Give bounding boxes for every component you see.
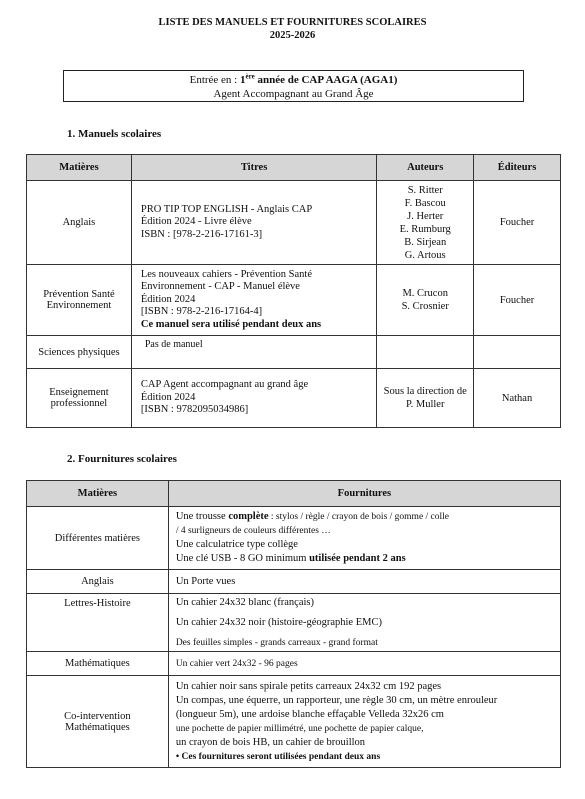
editeur-cell xyxy=(474,336,561,369)
titre-line: Édition 2024 xyxy=(140,391,196,403)
titres-cell xyxy=(131,369,376,428)
fournitures-cell xyxy=(168,594,560,652)
header-auteurs: Auteurs xyxy=(377,155,474,181)
table-row xyxy=(27,594,561,652)
matiere-line: Prévention Santé xyxy=(43,289,115,300)
auteur-line: S. Crosnier xyxy=(401,301,449,312)
fourniture-line: Un cahier noir sans spirale petits carreaux 24x32 cm 192 pages xyxy=(175,680,442,692)
matiere-cell xyxy=(27,676,169,768)
auteurs-cell xyxy=(377,181,474,265)
fournitures-cell xyxy=(168,652,560,676)
titres-cell xyxy=(131,181,376,265)
matiere-cell: Sciences physiques xyxy=(27,336,132,369)
auteur-line: F. Bascou xyxy=(404,197,446,209)
titre-line: Pas de manuel xyxy=(144,339,203,350)
fournitures-cell xyxy=(168,676,560,768)
fourniture-line: Un Porte vues xyxy=(175,575,236,587)
table-row xyxy=(27,369,561,428)
auteur-line: J. Herter xyxy=(407,210,444,222)
matiere-line: Mathématiques xyxy=(65,721,130,733)
fourniture-line: Un compas, une équerre, un rapporteur, une règle 30 cm, un mètre enrouleur xyxy=(175,694,498,706)
fourniture-note: • Ces fournitures seront utilisées pendant deux ans xyxy=(175,751,381,762)
fourniture-line: / 4 surligneurs de couleurs différentes … xyxy=(175,526,331,536)
auteur-line: Sous la direction de xyxy=(383,386,467,397)
header-fournitures: Fournitures xyxy=(168,481,560,507)
fourniture-line: (longueur 5m), une ardoise blanche effaçable Velleda 32x26 cm xyxy=(175,708,444,720)
auteur-line: M. Crucon xyxy=(402,288,448,299)
auteur-line: P. Muller xyxy=(405,399,445,410)
fournitures-cell xyxy=(168,570,560,594)
header-titres: Titres xyxy=(131,155,376,181)
titre-line: [ISBN : 978-2-216-17164-4] xyxy=(140,306,263,318)
table-row xyxy=(27,507,561,570)
matiere-line: Enseignement xyxy=(49,387,109,398)
fournitures-table xyxy=(26,480,561,768)
titres-cell xyxy=(131,336,376,369)
auteur-line: B. Sirjean xyxy=(404,236,447,248)
titres-cell xyxy=(131,265,376,336)
entry-box xyxy=(63,70,524,102)
auteur-line: E. Rumburg xyxy=(399,223,451,235)
fourniture-line: Un cahier 24x32 noir (histoire-géographie EMC) xyxy=(175,616,382,628)
titre-line: ISBN : [978-2-216-17161-3] xyxy=(140,228,263,240)
table-row xyxy=(27,265,561,336)
fourniture-bold: complète xyxy=(228,511,269,522)
auteurs-cell xyxy=(377,369,474,428)
titre-line: [ISBN : 9782095034986] xyxy=(140,404,249,416)
auteur-line: S. Ritter xyxy=(407,184,443,196)
school-year: 2025-2026 xyxy=(269,30,316,41)
matiere-cell xyxy=(27,369,132,428)
titre-line: Édition 2024 - Livre élève xyxy=(140,216,252,228)
header-editeurs: Éditeurs xyxy=(474,155,561,181)
matiere-cell: Différentes matières xyxy=(27,507,169,570)
auteurs-cell xyxy=(377,265,474,336)
fournitures-cell xyxy=(168,507,560,570)
matiere-line: Environnement xyxy=(46,300,112,311)
table-header-row xyxy=(27,481,561,507)
titre-bold-line: Ce manuel sera utilisé pendant deux ans xyxy=(140,318,322,330)
matiere-cell: Mathématiques xyxy=(27,652,169,676)
matiere-line: Co-intervention xyxy=(64,710,131,722)
section-fournitures-title: 2. Fournitures scolaires xyxy=(67,453,177,465)
entry-ordinal-sup: ère xyxy=(245,72,255,81)
editeur-cell: Foucher xyxy=(474,181,561,265)
table-header-row xyxy=(27,155,561,181)
matiere-cell: Lettres-Histoire xyxy=(27,594,169,652)
fourniture-line: Une calculatrice type collège xyxy=(175,539,298,550)
fourniture-text: Une trousse xyxy=(175,511,229,522)
fourniture-line: Des feuilles simples - grands carreaux - grand format xyxy=(175,637,378,648)
fourniture-line: Un cahier vert 24x32 - 96 pages xyxy=(175,658,298,669)
fourniture-line: Un cahier 24x32 blanc (français) xyxy=(175,596,314,608)
entry-ordinal: 1 xyxy=(240,74,246,86)
entry-line xyxy=(64,73,523,87)
fourniture-line xyxy=(176,510,560,524)
titre-line: Environnement - CAP - Manuel élève xyxy=(140,281,300,293)
fourniture-bold: utilisée pendant 2 ans xyxy=(309,553,406,564)
table-row xyxy=(27,676,561,768)
fourniture-line: un crayon de bois HB, un cahier de brouillon xyxy=(175,736,366,748)
fourniture-line xyxy=(176,552,560,566)
fourniture-line: une pochette de papier millimétré, une pochette de papier calque, xyxy=(175,723,424,734)
titre-line: CAP Agent accompagnant au grand âge xyxy=(140,379,309,391)
fourniture-text: Une clé USB - 8 GO minimum xyxy=(175,553,310,564)
titre-line: Les nouveaux cahiers - Prévention Santé xyxy=(140,268,313,280)
header-matieres: Matières xyxy=(27,481,169,507)
section-manuels-title: 1. Manuels scolaires xyxy=(67,128,162,140)
editeur-cell: Foucher xyxy=(474,265,561,336)
document-title: LISTE DES MANUELS ET FOURNITURES SCOLAIRES xyxy=(158,17,427,28)
table-row xyxy=(27,336,561,369)
table-row xyxy=(27,652,561,676)
fourniture-text: : stylos / règle / crayon de bois / gomme / colle xyxy=(268,512,450,522)
titre-line: PRO TIP TOP ENGLISH - Anglais CAP xyxy=(140,203,313,215)
manuels-table xyxy=(26,154,561,428)
table-row xyxy=(27,181,561,265)
titre-line: Édition 2024 xyxy=(140,293,196,305)
editeur-cell: Nathan xyxy=(474,369,561,428)
matiere-cell xyxy=(27,265,132,336)
header-matieres: Matières xyxy=(27,155,132,181)
matiere-line: professionnel xyxy=(50,398,108,409)
matiere-cell: Anglais xyxy=(27,181,132,265)
matiere-cell: Anglais xyxy=(27,570,169,594)
table-row xyxy=(27,570,561,594)
auteur-line: G. Artous xyxy=(404,249,446,261)
auteurs-cell xyxy=(377,336,474,369)
entry-subtitle: Agent Accompagnant au Grand Âge xyxy=(213,88,374,100)
entry-prefix: Entrée en : xyxy=(189,74,240,86)
entry-main: année de CAP AAGA (AGA1) xyxy=(254,74,398,86)
